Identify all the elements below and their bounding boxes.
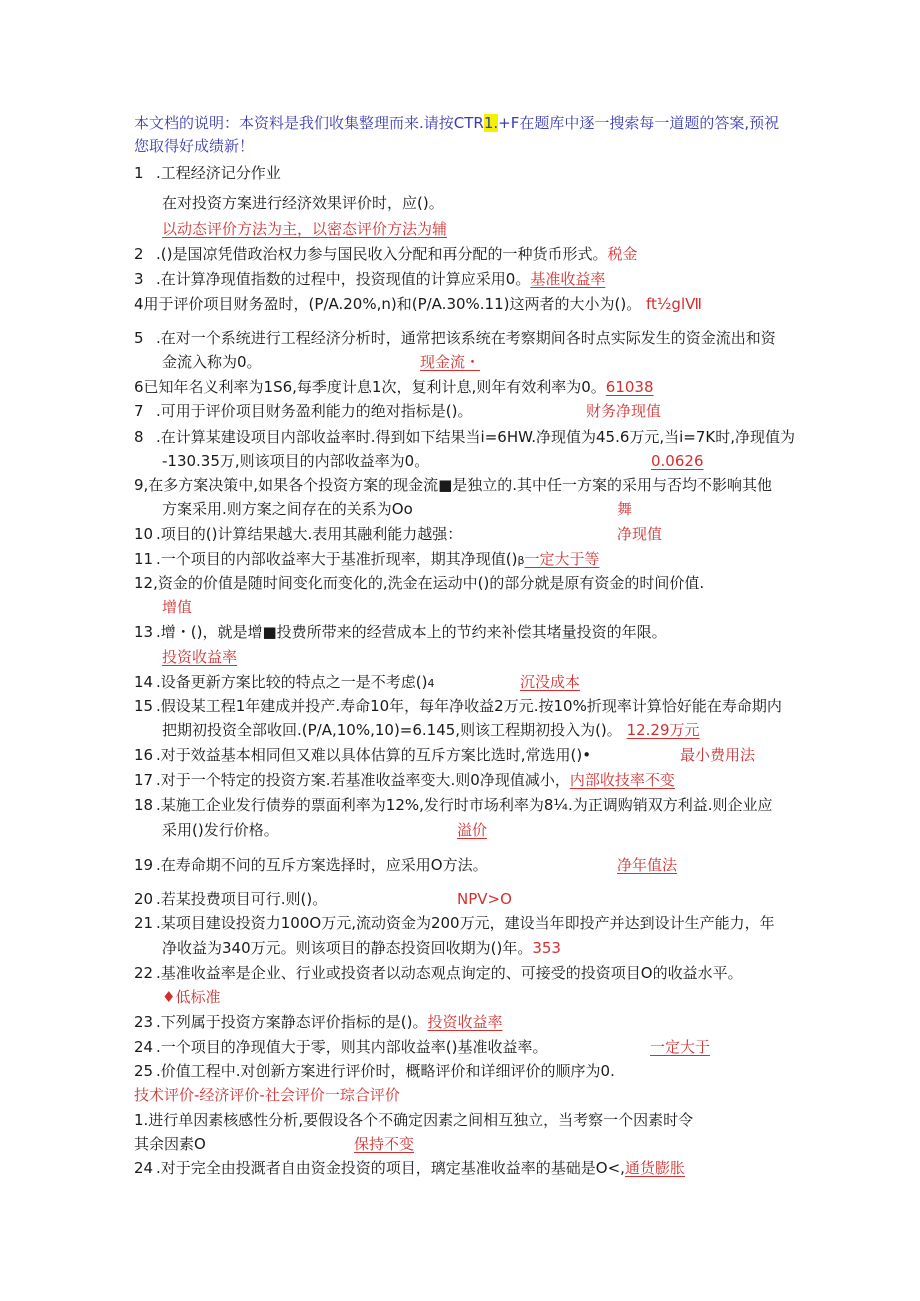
question-text: .工程经济记分作业 [156,164,281,182]
answer-text: ♦低标准 [162,988,221,1006]
question-text: .对于效益基本相同但又难以具体估算的互斥方案比选时,常选用()• [156,746,592,764]
question-text [134,294,702,314]
question-text: 在对投资方案进行经济效果评价时，应()。 [162,194,444,212]
question-text [156,770,675,790]
answer-text: 投资收益率 [162,648,238,666]
question-number: 17 [134,771,154,789]
question-body: .一个项目的内部收益率大于基准折现率，期其净现值() [156,550,518,568]
question-body: .()是国凉凭借政治权力参与国民收入分配和再分配的一种货币形式。 [156,245,608,263]
question-body: .设备更新方案比较的特点之一是不考虑() [156,673,428,691]
answer-text: 一定大于等 [524,550,600,568]
question-number: 19 [134,856,154,874]
question-body: .下列属于投资方案静态评价指标的是()。 [156,1013,428,1031]
question-text: -130.35万,则该项目的内部收益率为0。 [162,452,430,470]
question-number: 13 [134,623,154,641]
answer-text: 增值 [162,598,193,616]
answer-text: 沉没成本 [520,673,581,691]
answer-text: 内部收技率不变 [569,771,675,789]
answer-text: 12.29万元 [626,721,700,739]
question-text [156,269,605,289]
question-body: .对于一个特定的投资方案.若基准收益率变大.则0净现值减小， [156,771,570,789]
answer-text: 溢价 [457,821,488,839]
question-number: 14 [134,673,154,691]
question-text: 其余因素O [134,1135,206,1153]
intro-highlight: 1. [483,114,499,132]
question-text [162,720,700,740]
question-text [134,377,654,397]
question-subscript: 4 [427,677,435,690]
answer-text: 投资收益率 [427,1013,503,1031]
answer-text: 税金 [607,245,638,263]
question-body: 把期初投资全部收回.(P/A,10%,10)=6.145,则该工程期初投入为()。 [162,721,622,739]
answer-text: 舞 [617,500,633,518]
question-number: 8 [134,428,144,446]
question-number: 5 [134,329,144,347]
question-number: 7 [134,402,144,420]
question-text: 9,在多方案决策中,如果各个投资方案的现金流■是独立的.其中任一方案的采用与否均不影响其他 [134,476,773,494]
question-text: .增・()，就是增■投费所带来的经营成本上的节约来补偿其堵量投资的年限。 [156,623,667,641]
question-body: .对于完全由投溉者自由资金投资的项目，璃定基准收益率的基础是O<, [156,1159,625,1177]
question-number: 2 [134,245,144,263]
question-number: 15 [134,697,154,715]
answer-text: 净年值法 [617,856,678,874]
answer-text: 一定大于 [650,1038,711,1056]
question-number: 16 [134,746,154,764]
question-text: 采用()发行价格。 [162,821,279,839]
question-number: 1 [134,164,144,182]
question-text: .基准收益率是企业、行业或投资者以动态观点询定的、可接受的投资项目O的收益水平。 [156,964,743,982]
question-number: 18 [134,796,154,814]
answer-text: 净现值 [617,525,663,543]
question-text: .可用于评价项目财务盈利能力的绝对指标是()。 [156,402,473,420]
answer-text: 基准收益率 [530,270,606,288]
answer-text: ft½glⅦ [645,295,702,313]
question-body: 4用于评价项目财务盈时，(P/A.20%,n)和(P/A.30%.11)这两者的大小为()。 [134,295,642,313]
question-text [156,1158,685,1178]
question-body: .在计算净现值指数的过程中，投资现值的计算应采用0。 [156,270,531,288]
question-text: .项目的()计算结果越大.表用其融利能力越强： [156,525,463,543]
answer-text: 财务净现值 [586,402,662,420]
question-text: 金流入称为0。 [162,353,262,371]
question-text: .某施工企业发行债券的票面利率为12%,发行时市场利率为8¼.为正调购销双方利益.则企业应 [156,796,773,814]
answer-text: 技术评价-经济评价-社会评价一琮合评价 [134,1086,400,1104]
answer-text: 0.0626 [651,452,704,470]
question-text: .一个项目的净现值大于零，则其内部收益率()基准收益率。 [156,1038,548,1056]
question-text [156,549,600,571]
question-number: 3 [134,270,144,288]
question-text: .若某投费项目可行.则()。 [156,890,328,908]
answer-text: 以动态评价方法为主，以密态评价方法为辅 [162,220,448,238]
question-text: 1.进行单因素核感性分析,要假设各个不确定因素之间相互独立，当考察一个因素时令 [134,1111,694,1129]
question-number: 10 [134,525,154,543]
intro-line-1 [134,113,779,133]
question-number: 22 [134,964,154,982]
question-text [162,938,561,958]
question-text [156,244,638,264]
question-text: .假设某工程1年建成并投产.寿命10年，每年净收益2万元.按10%折现率计算恰好能在寿命期内 [156,697,782,715]
answer-text: 保持不变 [354,1135,415,1153]
question-text: .在寿命期不问的互斥方案选择时，应采用O方法。 [156,856,488,874]
question-text [156,672,434,694]
question-body: 净收益为340万元。则该项目的静态投资回收期为()年。 [162,939,533,957]
answer-text: 61038 [605,378,654,396]
question-text: .在计算某建设项目内部收益率时.得到如下结果当i=6HW.净现值为45.6万元,当i=7K时,净现值为 [156,428,796,446]
answer-text: 通货膨胀 [624,1159,685,1177]
question-number: 24 [134,1038,154,1056]
question-number: 24 [134,1159,154,1177]
question-text: .在对一个系统进行工程经济分析时，通常把该系统在考察期间各时点实际发生的资金流出和资 [156,329,776,347]
question-text: .某项目建设投资力100O万元,流动资金为200万元，建设当年即投产并达到设计生产能力，年 [156,914,775,932]
intro-line-2: 您取得好成绩新！ [134,137,255,155]
question-subscript: β [517,554,525,567]
question-number: 25 [134,1062,154,1080]
question-body: 6已知年名义利率为1S6,每季度计息1次，复利计息,则年有效利率为0。 [134,378,606,396]
question-text: 12,资金的价值是随时间变化而变化的,洗金在运动中()的部分就是原有资金的时间价值. [134,574,705,592]
question-number: 23 [134,1013,154,1031]
question-number: 21 [134,914,154,932]
question-text [156,1012,503,1032]
answer-text: 353 [532,939,561,957]
question-number: 20 [134,890,154,908]
intro-text-a: 本文档的说明：本资料是我们收集整理而来.请按CTR [134,114,484,132]
question-text: .价值工程中.对创新方案进行评价时，概略评价和详细评价的顺序为0. [156,1062,615,1080]
answer-text: NPV>O [457,890,512,908]
answer-text: 最小费用法 [680,746,756,764]
answer-text: 现金流・ [420,353,481,371]
question-number: 11 [134,550,154,568]
intro-text-b: +F在题库中逐一搜索每一道题的答案,预祝 [498,114,780,132]
question-text: 方案采用.则方案之间存在的关系为Oo [162,500,413,518]
